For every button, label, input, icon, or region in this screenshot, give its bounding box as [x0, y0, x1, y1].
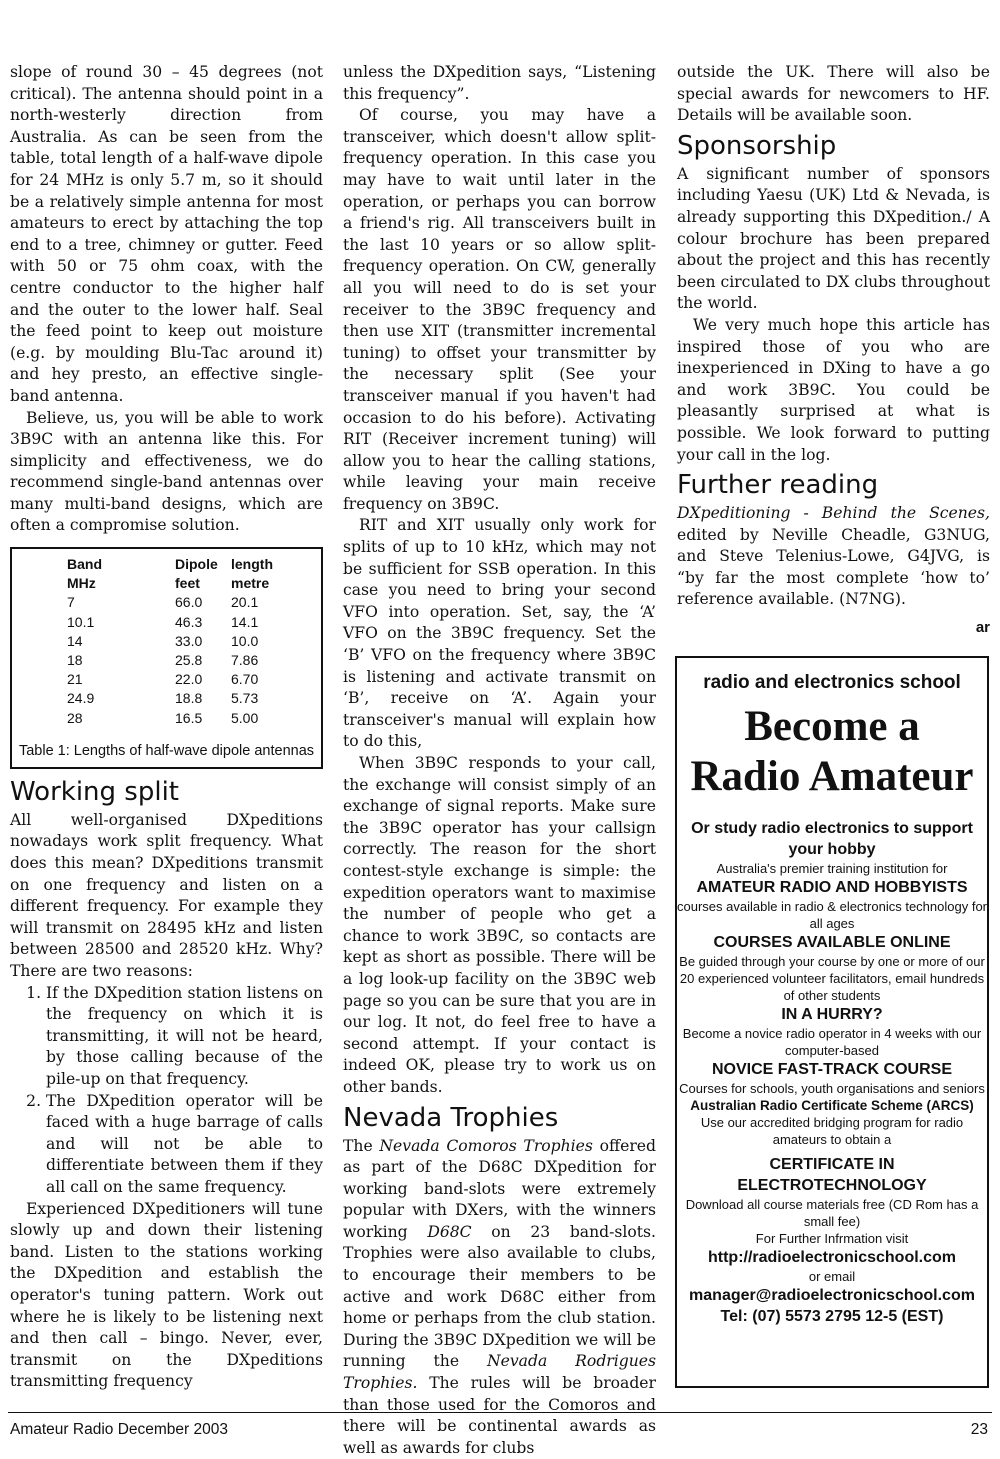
paragraph: Of course, you may have a transceiver, which doesn't allow split-frequency operation. In this case you may have to wait until later in the operation, or perhaps you can borrow a friend's rig. All transceivers built in the last 10 years or so allow split-frequency operation. On CW, generally all you will need to do is set your receiver to the 3B9C frequency and then use XIT (transmitter incremental tuning) to offset your transmitter by the necessary split (See your transceiver manual if you haven't had occasion to do his before). Activating RIT (Receiver increment tuning) will allow you to hear the calling stations, while leaving your main receive frequency on 3B9C.	[343, 105, 656, 515]
ad-website-link[interactable]: http://radioelectronicschool.com	[677, 1247, 987, 1268]
table-cell: 20.1	[231, 593, 291, 612]
ad-heading: CERTIFICATE IN ELECTROTECHNOLOGY	[677, 1154, 987, 1196]
table-cell: 18	[67, 651, 175, 670]
ad-text: Courses for schools, youth organisations and seniors	[677, 1080, 987, 1097]
italic-text: Nevada Rodrigues Trophies.	[343, 1352, 656, 1392]
table-row	[12, 613, 321, 632]
paragraph	[677, 503, 990, 611]
ad-text: Use our accredited bridging program for radio amateurs to obtain a	[677, 1114, 987, 1148]
table-cell: 46.3	[175, 613, 231, 632]
ad-heading: NOVICE FAST-TRACK COURSE	[677, 1059, 987, 1080]
table-row	[12, 670, 321, 689]
footer-publication: Amateur Radio December 2003	[10, 1421, 228, 1439]
table-cell: 5.73	[231, 689, 291, 708]
table-header-cell: metre	[231, 574, 291, 593]
table-cell: 22.0	[175, 670, 231, 689]
column-1	[10, 62, 323, 1393]
table-cell: 18.8	[175, 689, 231, 708]
ad-heading: AMATEUR RADIO AND HOBBYISTS	[677, 877, 987, 898]
paragraph: outside the UK. There will also be special awards for newcomers to HF. Details will be available soon.	[677, 62, 990, 127]
ad-school-name: radio and electronics school	[677, 672, 987, 694]
table-cell: 10.1	[67, 613, 175, 632]
table-cell: 7	[67, 593, 175, 612]
section-heading-further-reading: Further reading	[677, 470, 990, 500]
ad-subheading: Australian Radio Certificate Scheme (ARCS)	[677, 1097, 987, 1114]
paragraph: Experienced DXpeditioners will tune slowly up and down their listening band. Listen to the stations working the DXpedition and establish the operator's tuning pattern. Work out where he is likely to be listening next and then call – bingo. Never, ever, transmit on the DXpeditions transmitting frequency	[10, 1199, 323, 1393]
table-row	[12, 651, 321, 670]
ad-headline-line: Radio Amateur	[677, 752, 987, 802]
paragraph: When 3B9C responds to your call, the exchange will consist simply of an exchange of signal reports. Make sure the 3B9C operator has your callsign correctly. The reason for the short contest-style exchange is simple: the expedition operators want to maximise the number of people who get a chance to work 3B9C, so contacts are kept as short as possible. There will be a log look-up facility on the 3B9C web page so you can be sure that you are in our log. It not, do feel free to have a second attempt. If your contact is indeed OK, please try to work us on other bands.	[343, 753, 656, 1099]
table-header-row	[12, 555, 321, 574]
ad-text: Be guided through your course by one or more of our 20 experienced volunteer facilitators, email hundreds of other students	[677, 953, 987, 1004]
table-row	[12, 593, 321, 612]
list-item: 1. If the DXpedition station listens on the frequency on which it is transmitting, it will not be heard, by those calling because of the pile-up on that frequency.	[46, 983, 323, 1091]
reasons-list	[10, 983, 323, 1199]
table-cell: 14	[67, 632, 175, 651]
ad-email-link[interactable]: manager@radioelectronicschool.com	[677, 1285, 987, 1306]
table-cell: 6.70	[231, 670, 291, 689]
table-cell: 33.0	[175, 632, 231, 651]
ad-heading: COURSES AVAILABLE ONLINE	[677, 932, 987, 953]
ad-text: Become a novice radio operator in 4 weeks with our computer-based	[677, 1025, 987, 1059]
paragraph: All well-organised DXpeditions nowadays work split frequency. What does this mean? DXpeditions transmit on one frequency and listen on a different frequency. For example they will transmit on 28495 kHz and listen between 28500 and 28520 kHz. Why? There are two reasons:	[10, 810, 323, 983]
dipole-table	[10, 547, 323, 769]
ad-text: or email	[677, 1268, 987, 1285]
ad-phone: Tel: (07) 5573 2795 12-5 (EST)	[677, 1306, 987, 1327]
ad-text: courses available in radio & electronics technology for all ages	[677, 898, 987, 932]
table-header-cell: Dipole	[175, 555, 231, 574]
italic-text: Nevada Comoros Trophies	[379, 1137, 593, 1155]
paragraph: We very much hope this article has inspired those of you who are inexperienced in DXing to have a go and work 3B9C. You could be pleasantly surprised at what is possible. We look forward to putting your call in the log.	[677, 315, 990, 466]
ad-heading: IN A HURRY?	[677, 1004, 987, 1025]
paragraph: Believe, us, you will be able to work 3B9C with an antenna like this. For simplicity and effectiveness, we do recommend single-band antennas over many multi-band designs, which are often a compromise solution.	[10, 408, 323, 538]
table-row	[12, 632, 321, 651]
text-run: edited by Neville Cheadle, G3NUG, and Steve Telenius-Lowe, G4JVG, is “by far the most complete ‘how to’ reference available. (N7NG).	[677, 526, 990, 609]
table-header-cell: feet	[175, 574, 231, 593]
table-cell: 5.00	[231, 709, 291, 728]
text-run: on 23 band-slots. Trophies were also available to clubs, to encourage their members to be active and work D68C either from home or perhaps from the club station. During the 3B9C DXpedition we will be running the	[343, 1223, 656, 1371]
ad-text: Download all course materials free (CD Rom has a small fee)	[677, 1196, 987, 1230]
footer-divider	[8, 1412, 992, 1413]
column-3	[677, 62, 990, 639]
paragraph: RIT and XIT usually only work for splits of up to 10 kHz, which may not be sufficient for SSB operation. In this case you need to bring your second VFO into operation. Set, say, the ‘A’ VFO on the 3B9C frequency. Set the ‘B’ VFO on the frequency where 3B9C is listening and activate transmit on ‘B’, receive on ‘A’. Again your transceiver's manual will explain how to do this,	[343, 515, 656, 753]
text-run: The	[343, 1137, 379, 1155]
table-cell: 16.5	[175, 709, 231, 728]
table-cell: 21	[67, 670, 175, 689]
paragraph: unless the DXpedition says, “Listening this frequency”.	[343, 62, 656, 105]
column-2	[343, 62, 656, 1459]
table-cell: 66.0	[175, 593, 231, 612]
table-cell: 14.1	[231, 613, 291, 632]
paragraph: A significant number of sponsors including Yaesu (UK) Ltd & Nevada, is already supporting this DXpedition./ A colour brochure has been prepared about the project and this has recently been circulated to DX clubs throughout the world.	[677, 164, 990, 315]
ad-headline-line: Become a	[677, 702, 987, 752]
table-header-cell: length	[231, 555, 291, 574]
paragraph: slope of round 30 – 45 degrees (not critical). The antenna should point in a north-westerly direction from Australia. As can be seen from the table, total length of a half-wave dipole for 24 MHz is only 5.7 m, so it should be a relatively simple antenna for most amateurs to erect by attaching the top end to a tree, chimney or gutter. Feed with 50 or 75 ohm coax, with the centre conductor to the higher half and the outer to the lower half. Seal the feed point to keep out moisture (e.g. by moulding Blu-Tac around it) and hey presto, an effective single-band antenna.	[10, 62, 323, 408]
italic-text: D68C	[427, 1223, 471, 1241]
list-item: 2. The DXpedition operator will be faced with a huge barrage of calls and will not be able to differentiate between them if they all call on the same frequency.	[46, 1091, 323, 1199]
ad-text: For Further Infrmation visit	[677, 1230, 987, 1247]
paragraph	[343, 1136, 656, 1459]
table-row	[12, 709, 321, 728]
section-heading-nevada-trophies: Nevada Trophies	[343, 1103, 656, 1133]
advertisement-box	[675, 656, 989, 1388]
table-cell: 7.86	[231, 651, 291, 670]
ad-headline	[677, 702, 987, 802]
table-caption: Table 1: Lengths of half-wave dipole antennas	[12, 742, 321, 761]
table-row	[12, 689, 321, 708]
signoff: ar	[677, 617, 990, 639]
ad-heading: Or study radio electronics to support your hobby	[677, 818, 987, 860]
text-run: offered as part of the D68C DXpedition for working band-slots were extremely popular with DXers, with the winners working	[343, 1137, 656, 1241]
table-header-cell: Band	[67, 555, 175, 574]
section-heading-sponsorship: Sponsorship	[677, 131, 990, 161]
text-run: The rules will be broader than those used for the Comoros and there will be continental awards as well as awards for clubs	[343, 1374, 656, 1457]
page-number: 23	[971, 1421, 988, 1439]
table-header-cell: MHz	[67, 574, 175, 593]
table-cell: 28	[67, 709, 175, 728]
table-cell: 25.8	[175, 651, 231, 670]
table-cell: 24.9	[67, 689, 175, 708]
section-heading-working-split: Working split	[10, 777, 323, 807]
italic-text: DXpeditioning - Behind the Scenes,	[677, 504, 990, 522]
table-cell: 10.0	[231, 632, 291, 651]
ad-text: Australia's premier training institution for	[677, 860, 987, 877]
table-header-row	[12, 574, 321, 593]
